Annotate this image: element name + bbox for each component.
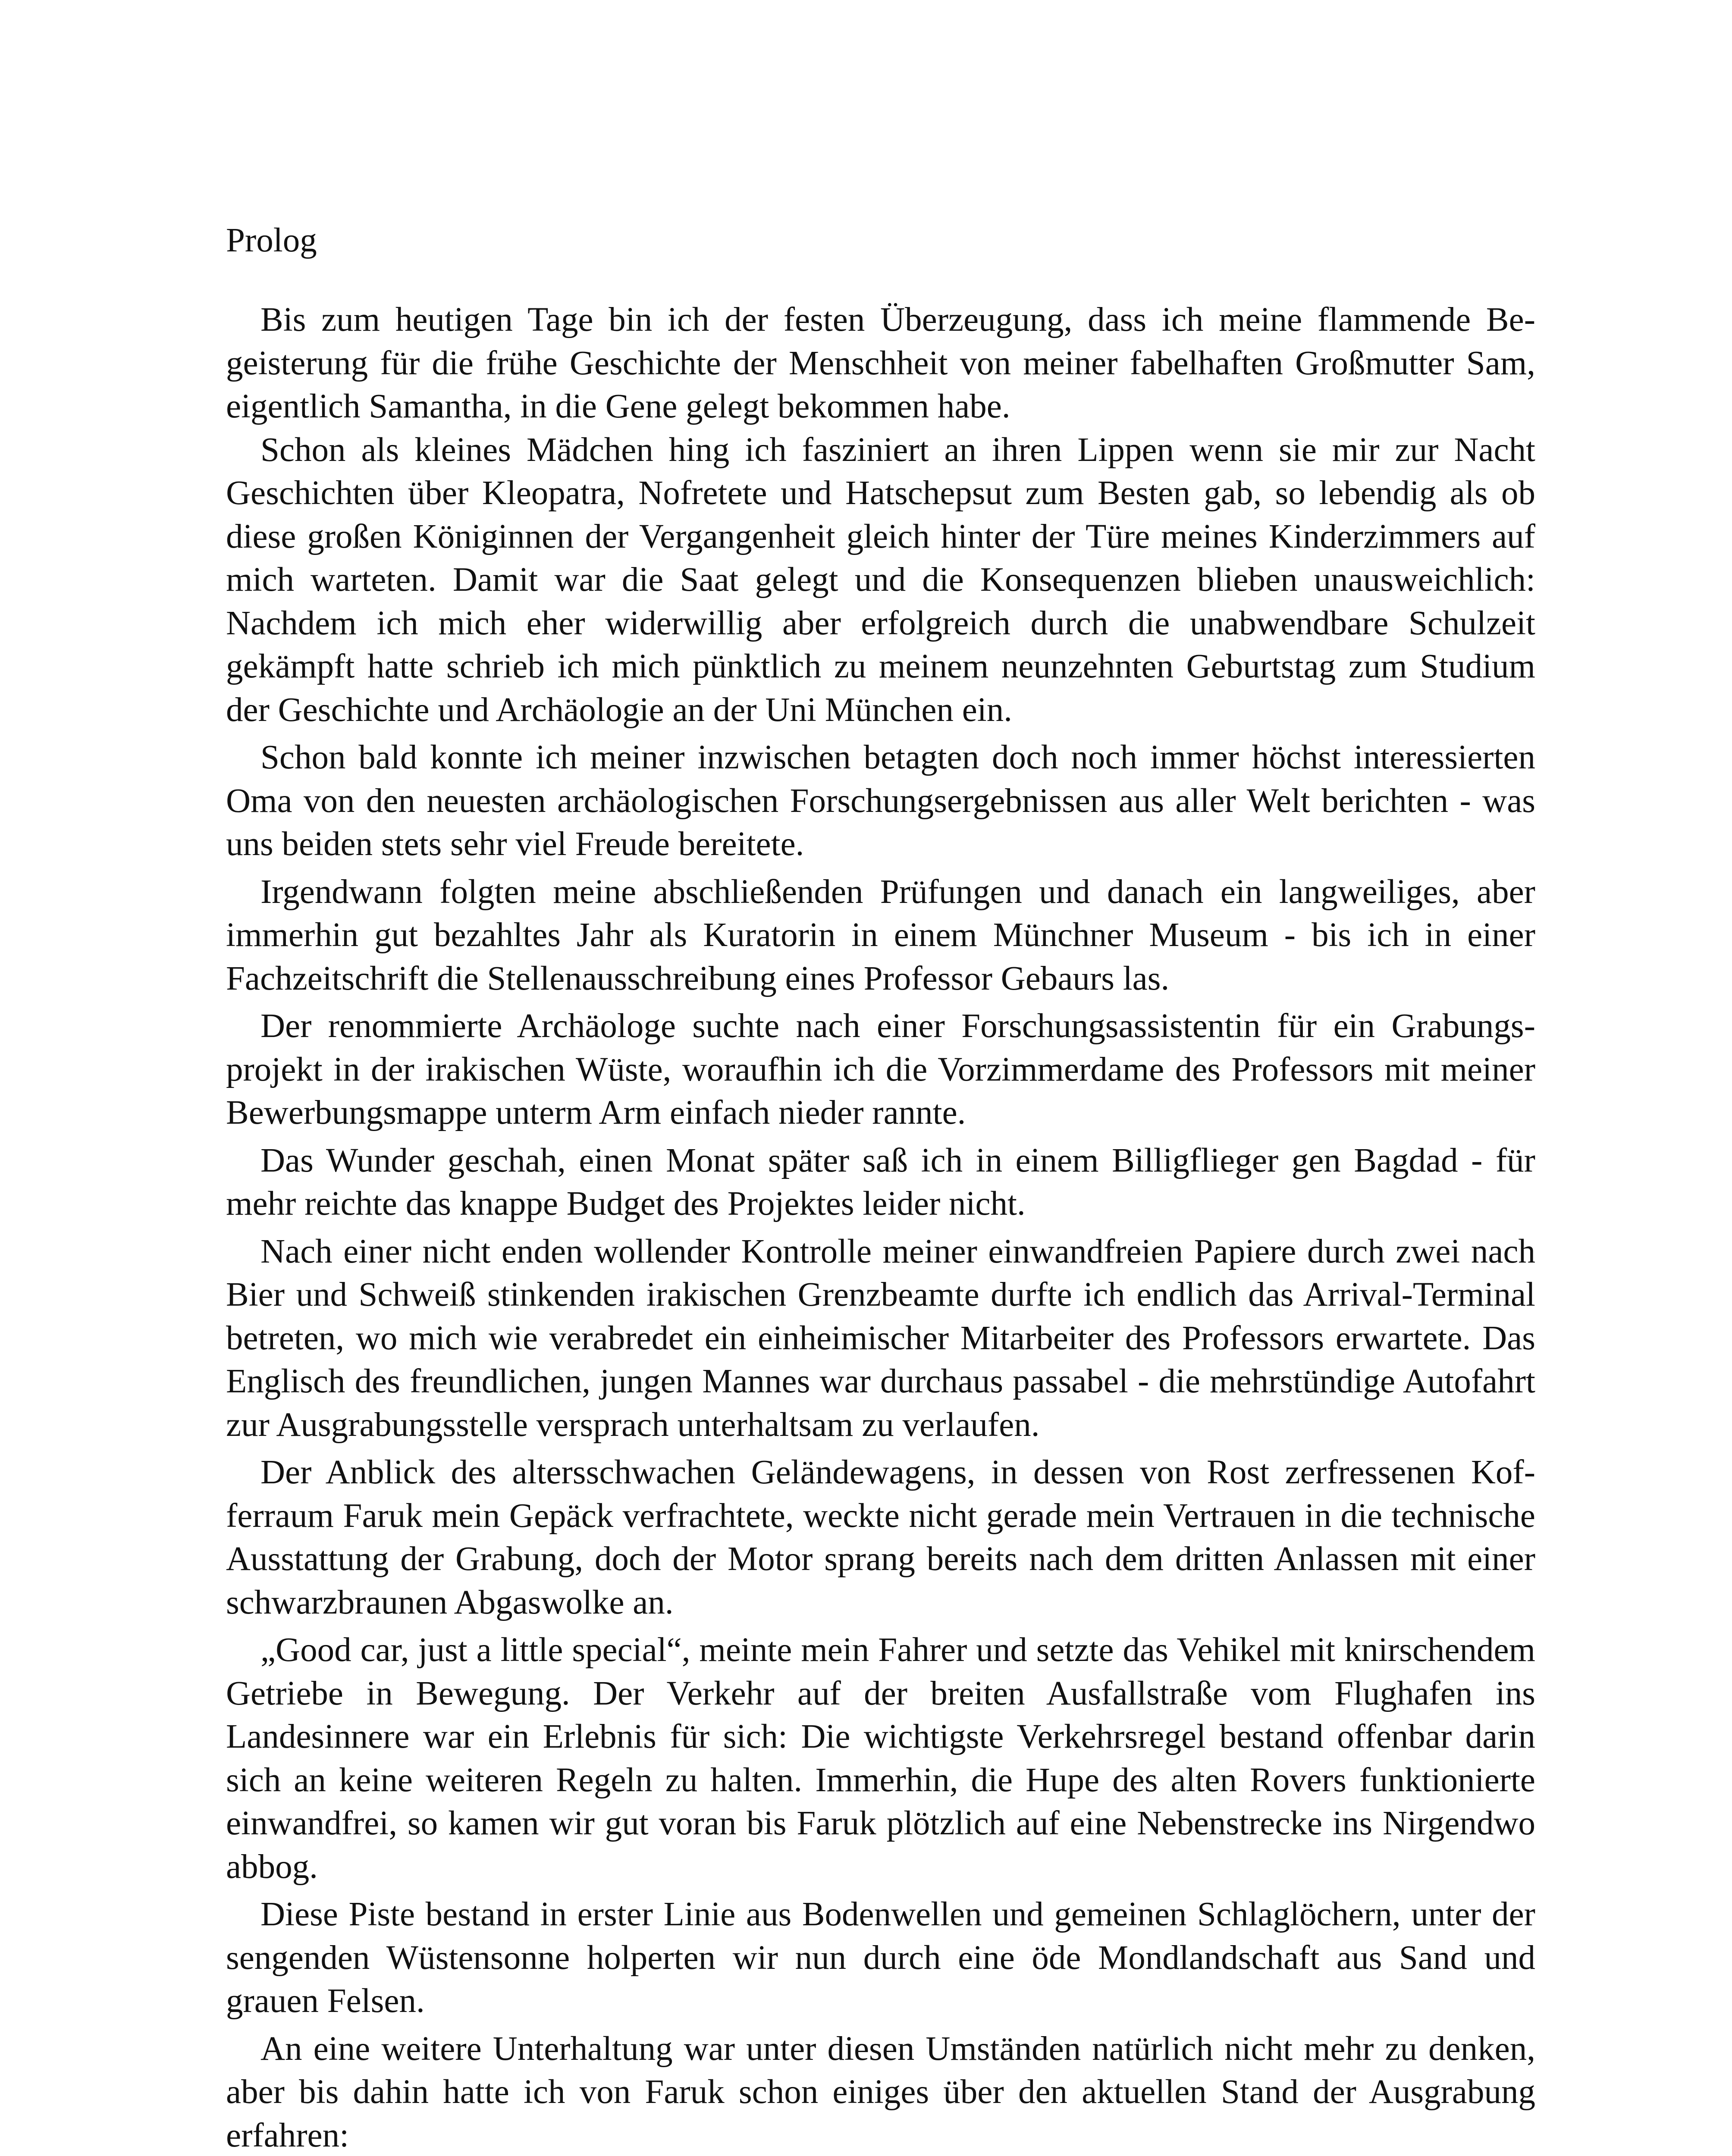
paragraph: Schon bald konnte ich meiner inzwischen betagten doch noch immer höchst interessierten Oma von den neuesten archäologischen Forschungsergebnissen aus aller Welt berichten - was uns beiden stets sehr viel Freude bereitete. bbox=[226, 739, 1535, 863]
paragraph: Bis zum heutigen Tage bin ich der festen Überzeugung, dass ich meine flammende Begeisterung für die frühe Geschichte der Menschheit von meiner fabelhaften Großmutter Sam, eigentlich Samantha, in die Gene gelegt bekommen habe. bbox=[226, 301, 1535, 425]
paragraph: Das Wunder geschah, einen Monat später saß ich in einem Billigflieger gen Bagdad - für mehr reichte das knappe Budget des Projektes leider nicht. bbox=[226, 1141, 1535, 1222]
paragraph: Nach einer nicht enden wollender Kontrolle meiner einwandfreien Papiere durch zwei nach Bier und Schweiß stinkenden irakischen Grenzbeamte durfte ich endlich das Arrival-Terminal betreten, wo mich wie verabredet ein einheimischer Mitarbeiter des Professors erwartete. Das Englisch des freundlichen, jungen Mannes war durchaus passabel - die mehrstündige Autofahrt zur Ausgrabungsstelle versprach unterhaltsam zu verlaufen. bbox=[226, 1232, 1535, 1444]
body-text bbox=[226, 298, 1535, 2156]
chapter-title: Prolog bbox=[226, 222, 317, 259]
paragraph: „Good car, just a little special“, meinte mein Fahrer und setzte das Vehikel mit knirschendem Getriebe in Bewegung. Der Verkehr auf der breiten Ausfallstraße vom Flughafen ins Landesinnere war ein Erlebnis für sich: Die wichtigste Verkehrsregel bestand offenbar darin sich an keine weiteren Regeln zu halten. Immerhin, die Hupe des alten Rovers funktionierte einwandfrei, so kamen wir gut voran bis Faruk plötzlich auf eine Nebenstrecke ins Nirgendwo abbog. bbox=[226, 1631, 1535, 1886]
paragraph: An eine weitere Unterhaltung war unter diesen Umständen natürlich nicht mehr zu denken, aber bis dahin hatte ich von Faruk schon einiges über den aktuellen Stand der Ausgrabung erfahren: bbox=[226, 2030, 1535, 2154]
paragraph: Der renommierte Archäologe suchte nach einer Forschungsassistentin für ein Grabungsprojekt in der irakischen Wüste, woraufhin ich die Vorzimmerdame des Professors mit meiner Bewerbungsmappe unterm Arm einfach nieder rannte. bbox=[226, 1007, 1535, 1131]
paragraph: Diese Piste bestand in erster Linie aus Bodenwellen und gemeinen Schlaglöchern, unter der sengenden Wüstensonne holperten wir nun durch eine öde Mondlandschaft aus Sand und grauen Felsen. bbox=[226, 1896, 1535, 2020]
paragraph: Der Anblick des altersschwachen Geländewagens, in dessen von Rost zerfressenen Kofferraum Faruk mein Gepäck verfrachtete, weckte nicht gerade mein Vertrauen in die technische Ausstattung der Grabung, doch der Motor sprang bereits nach dem dritten Anlassen mit einer schwarzbraunen Abgaswolke an. bbox=[226, 1454, 1535, 1621]
paragraph: Schon als kleines Mädchen hing ich fasziniert an ihren Lippen wenn sie mir zur Nacht Geschichten über Kleopatra, Nofretete und Hatschepsut zum Besten gab, so lebendig als ob diese großen Königinnen der Vergangenheit gleich hinter der Türe meines Kinderzimmers auf mich warteten. Damit war die Saat gelegt und die Konsequenzen blieben unausweichlich: Nachdem ich mich eher widerwillig aber erfolgreich durch die unabwendbare Schulzeit gekämpft hatte schrieb ich mich pünktlich zu meinem neunzehnten Geburtstag zum Studium der Geschichte und Archäologie an der Uni München ein. bbox=[226, 431, 1535, 729]
paragraph: Irgendwann folgten meine abschließenden Prüfungen und danach ein langweiliges, aber immerhin gut bezahltes Jahr als Kuratorin in einem Münchner Museum - bis ich in einer Fachzeitschrift die Stellenausschreibung eines Professor Gebaurs las. bbox=[226, 873, 1535, 997]
